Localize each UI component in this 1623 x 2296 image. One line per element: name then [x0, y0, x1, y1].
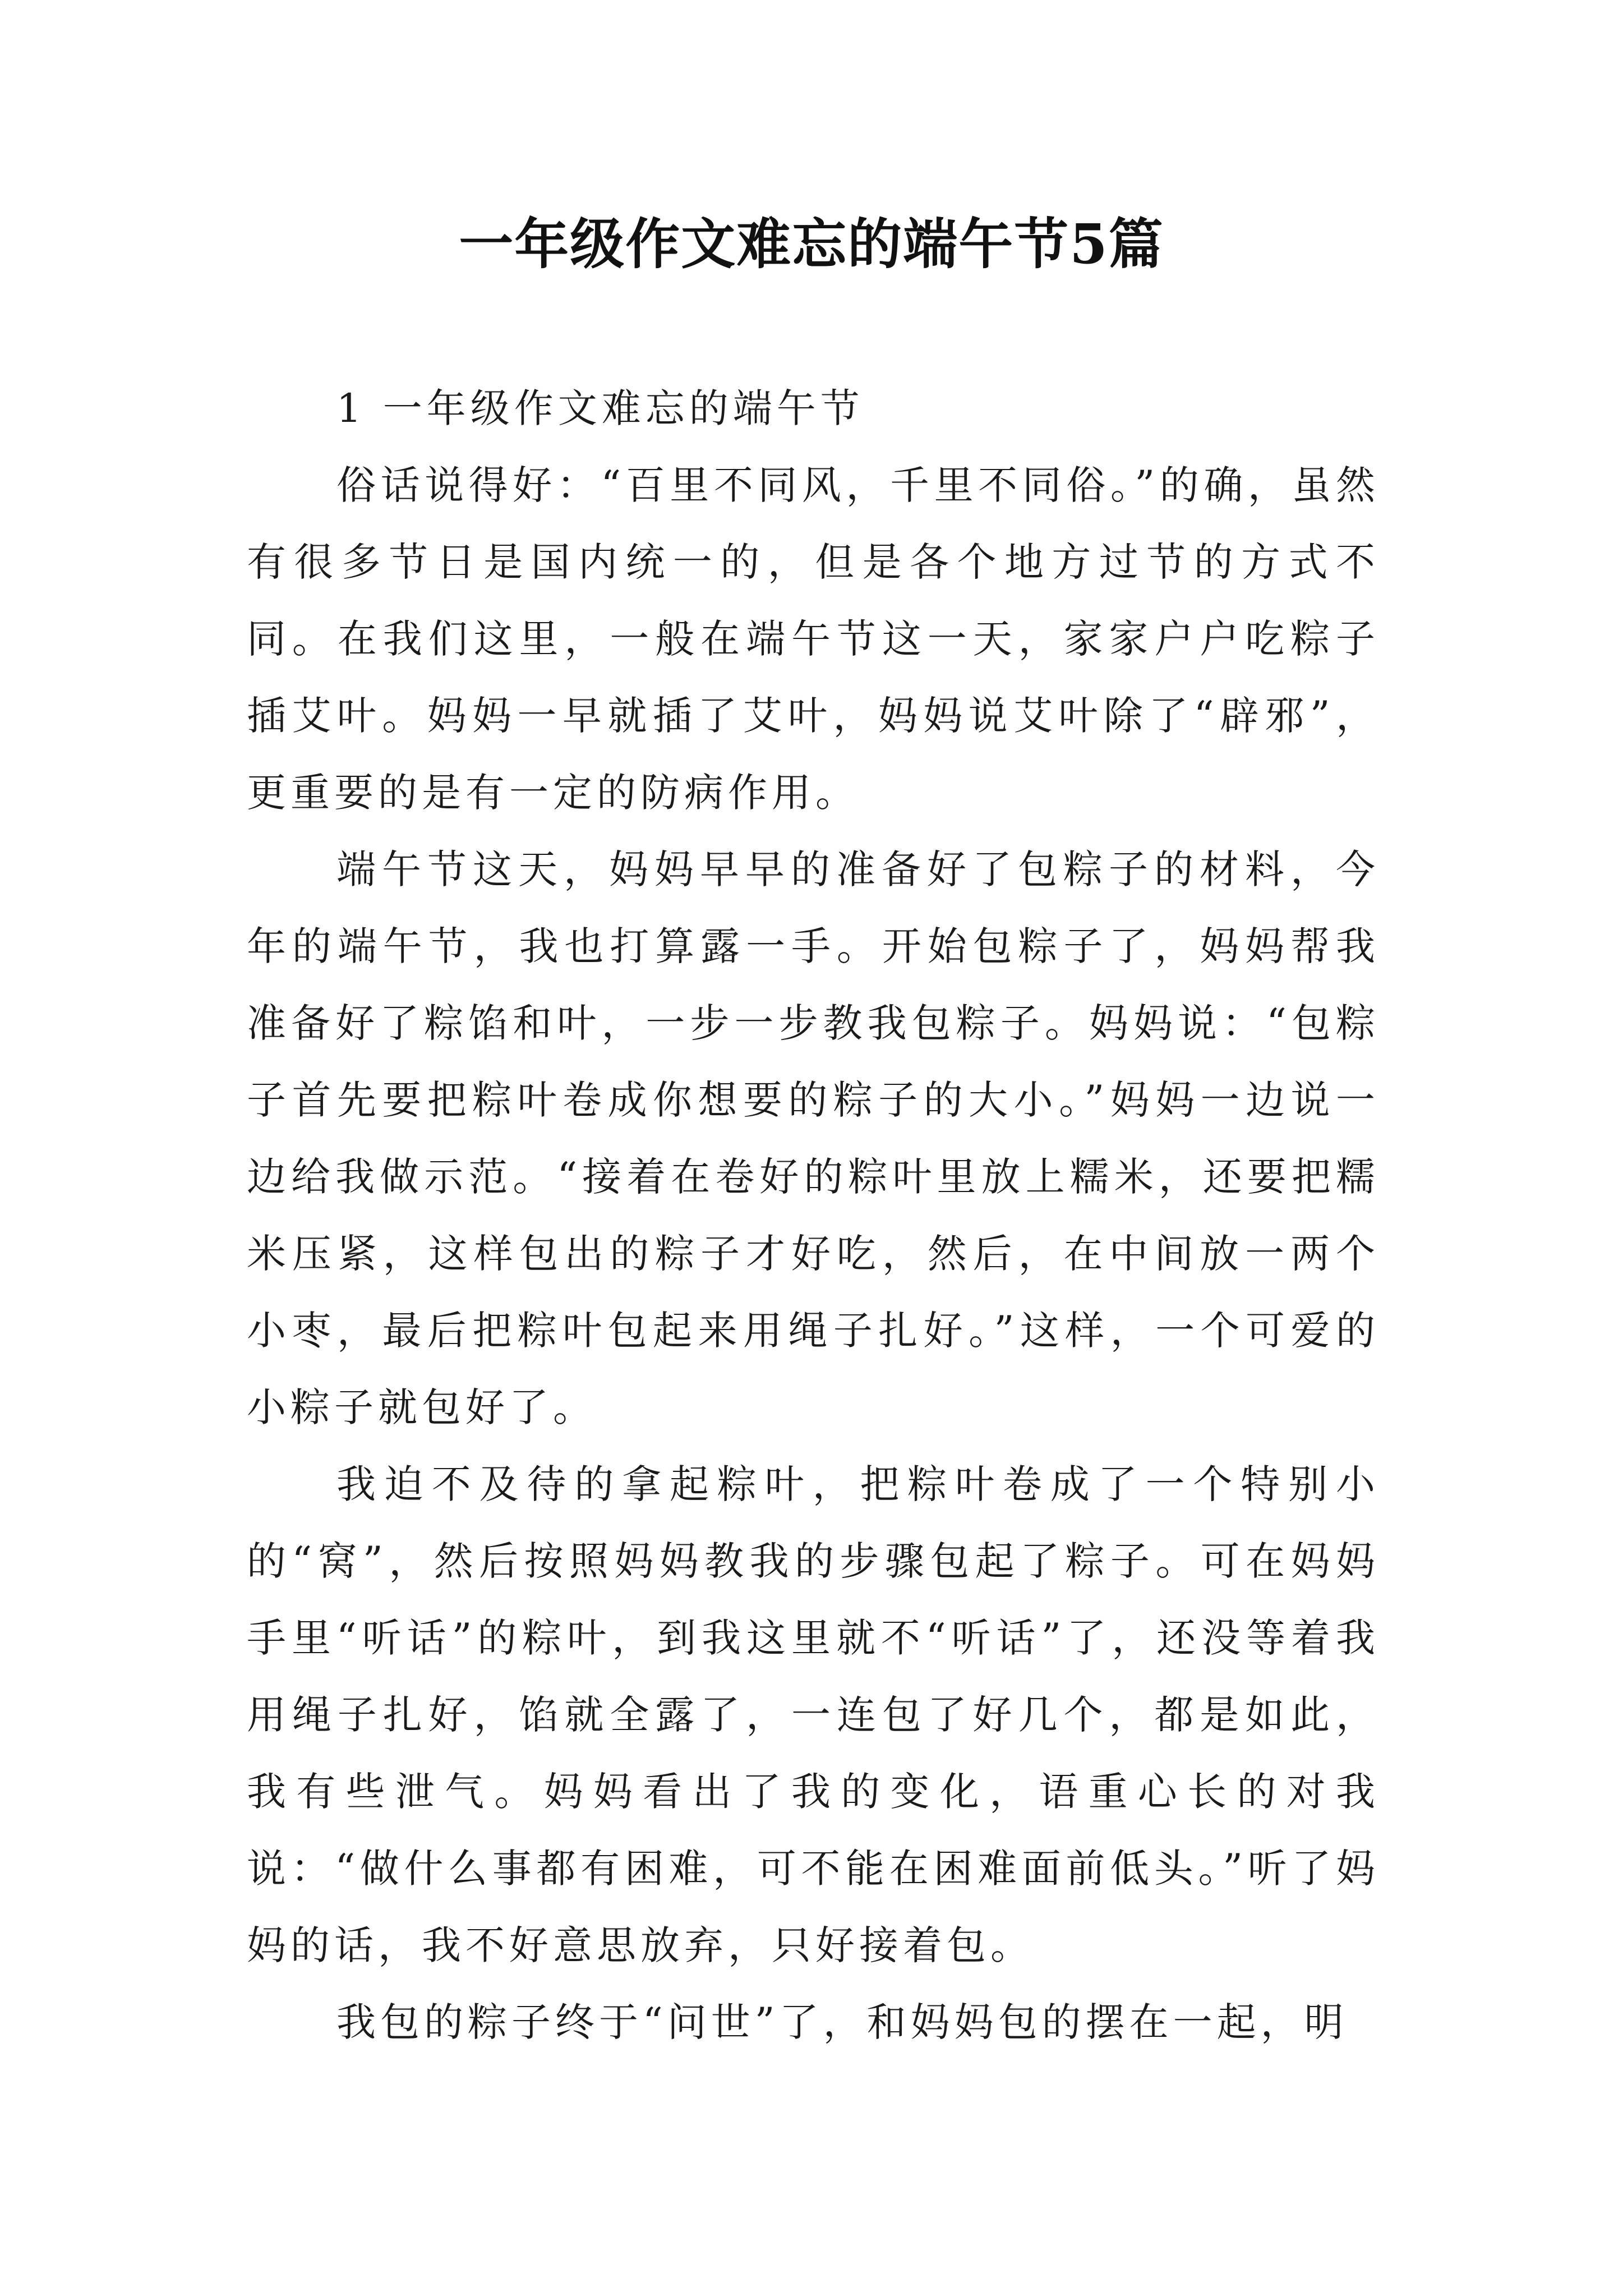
- paragraph: 我迫不及待的拿起粽叶，把粽叶卷成了一个特别小的“窝”，然后按照妈妈教我的步骤包起了粽子。可在妈妈手里“听话”的粽叶，到我这里就不“听话”了，还没等着我用绳子扎好，馅就全露了，一连包了好几个，都是如此，我有些泄气。妈妈看出了我的变化，语重心长的对我说：“做什么事都有困难，可不能在困难面前低头。”听了妈妈的话，我不好意思放弃，只好接着包。: [247, 1461, 1380, 1968]
- paragraph: 我包的粽子终于“问世”了，和妈妈包的摆在一起，明: [336, 1999, 1348, 2045]
- paragraph: 端午节这天，妈妈早早的准备好了包粽子的材料，今年的端午节，我也打算露一手。开始包粽子了，妈妈帮我准备好了粽馅和叶，一步一步教我包粽子。妈妈说：“包粽子首先要把粽叶卷成你想要的粽子的大小。”妈妈一边说一边给我做示范。“接着在卷好的粽叶里放上糯米，还要把糯米压紧，这样包出的粽子才好吃，然后，在中间放一两个小枣，最后把粽叶包起来用绳子扎好。”这样，一个可爱的小粽子就包好了。: [247, 846, 1380, 1430]
- section-heading: 1 一年级作文难忘的端午节: [336, 385, 864, 431]
- paragraph: 俗话说得好：“百里不同风，千里不同俗。”的确，虽然有很多节日是国内统一的，但是各个地方过节的方式不同。在我们这里，一般在端午节这一天，家家户户吃粽子插艾叶。妈妈一早就插了艾叶，妈妈说艾叶除了“辟邪”，更重要的是有一定的防病作用。: [247, 462, 1380, 816]
- document-body: [247, 370, 1380, 2061]
- document-title: 一年级作文难忘的端午节5篇: [459, 212, 1164, 276]
